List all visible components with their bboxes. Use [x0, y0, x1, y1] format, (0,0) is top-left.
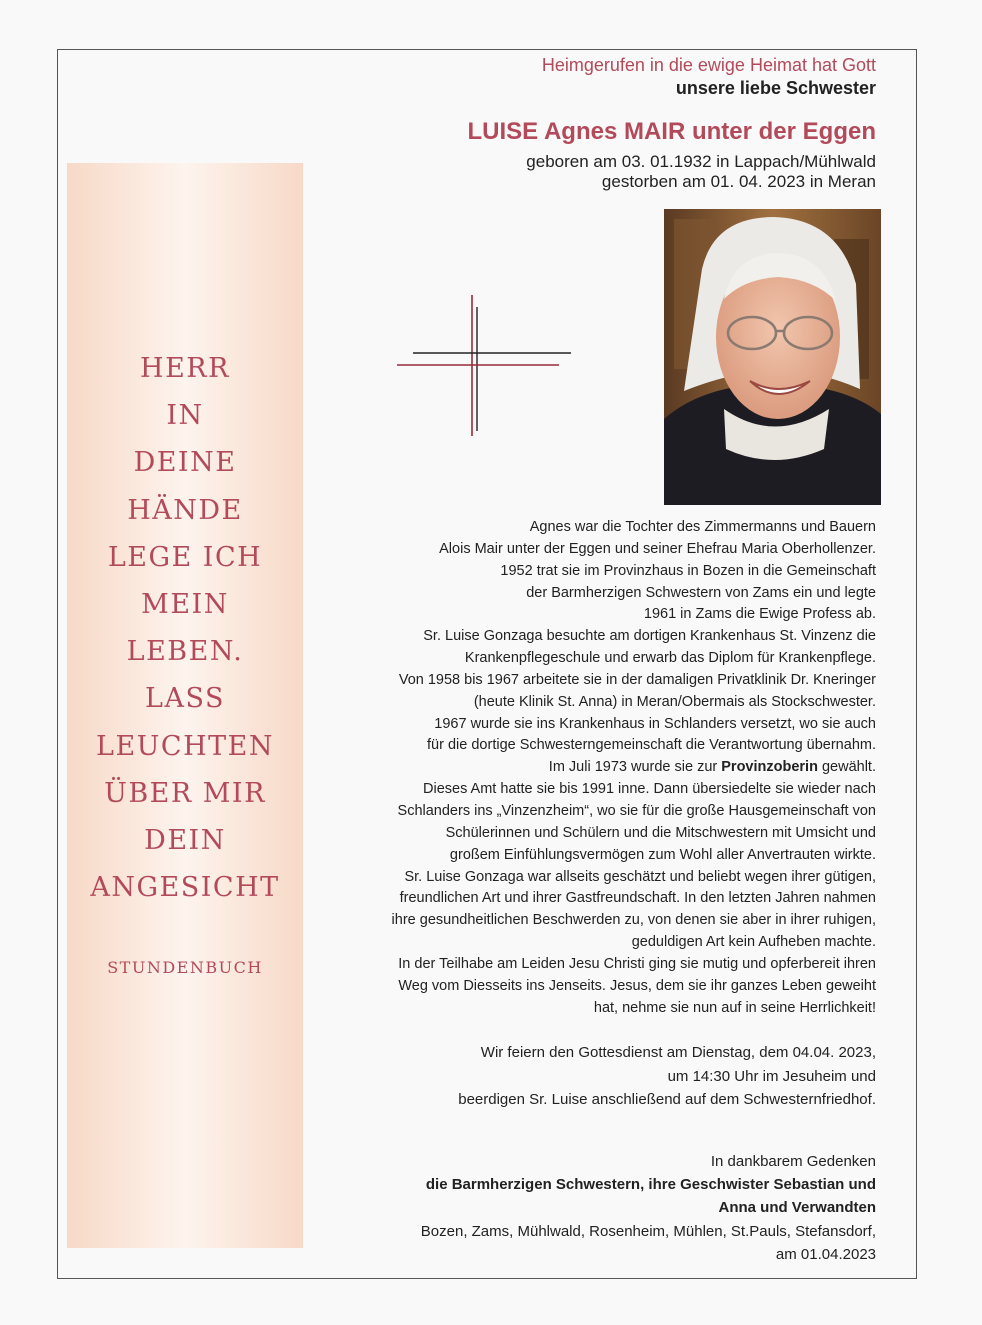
bio-line: Schlanders ins „Vinzenzheim“, wo sie für die große Hausgemeinschaft von	[397, 802, 876, 819]
bio-text: Im Juli 1973 wurde sie zur	[548, 759, 722, 776]
prayer-source: STUNDENBUCH	[107, 958, 263, 977]
death-date: gestorben am 01. 04. 2023 in Meran	[601, 172, 876, 191]
bio-line: 1967 wurde sie ins Krankenhaus in Schlanders versetzt, wo sie auch	[434, 715, 876, 732]
closing-signature	[316, 1150, 876, 1266]
service-line: um 14:30 Uhr im Jesuheim und	[667, 1067, 876, 1085]
bio-line: 1952 trat sie im Provinzhaus in Bozen in die Gemeinschaft	[500, 562, 876, 579]
intro-line-2: unsere liebe Schwester	[675, 78, 876, 98]
closing-mourners: Anna und Verwandten	[718, 1199, 876, 1217]
bio-line: Alois Mair unter der Eggen und seiner Ehefrau Maria Oberhollenzer.	[439, 540, 876, 557]
prayer-line: LEUCHTEN	[96, 730, 274, 762]
bio-line: der Barmherzigen Schwestern von Zams ein und legte	[526, 584, 876, 601]
bio-line: (heute Klinik St. Anna) in Meran/Obermais als Stockschwester.	[473, 693, 876, 710]
bio-text: gewählt.	[817, 759, 876, 776]
cross-icon	[395, 293, 575, 438]
funeral-service-info	[316, 1041, 876, 1112]
closing-mourners: die Barmherzigen Schwestern, ihre Geschwister Sebastian und	[425, 1176, 876, 1194]
prayer-line: ÜBER MIR	[104, 777, 266, 809]
bio-highlight: Provinzoberin	[721, 759, 818, 776]
prayer-line: IN	[166, 400, 204, 432]
bio-line: großem Einfühlungsvermögen zum Wohl aller Anvertrauten wirkte.	[449, 846, 876, 863]
prayer-line: ANGESICHT	[90, 872, 280, 904]
bio-line: Sr. Luise Gonzaga war allseits geschätzt und beliebt wegen ihrer gütigen,	[404, 868, 876, 885]
bio-line: 1961 in Zams die Ewige Profess ab.	[643, 606, 876, 623]
birth-date: geboren am 03. 01.1932 in Lappach/Mühlwald	[526, 152, 876, 171]
bio-line: Krankenpflegeschule und erwarb das Diplom für Krankenpflege.	[464, 650, 876, 667]
bio-line: Agnes war die Tochter des Zimmermanns und Bauern	[529, 519, 876, 535]
bio-line: freundlichen Art und ihrer Gastfreundschaft. In den letzten Jahren nahmen	[399, 890, 876, 907]
bio-line: geduldigen Art kein Aufheben machte.	[631, 934, 876, 951]
prayer-text	[67, 345, 303, 911]
service-line: beerdigen Sr. Luise anschließend auf dem Schwesternfriedhof.	[458, 1091, 876, 1108]
deceased-name: LUISE Agnes MAIR unter der Eggen	[467, 118, 876, 145]
closing-line: In dankbarem Gedenken	[710, 1153, 876, 1170]
bio-line: hat, nehme sie nun auf in seine Herrlichkeit!	[593, 999, 876, 1016]
prayer-line: DEINE	[133, 447, 237, 479]
bio-line: Sr. Luise Gonzaga besuchte am dortigen Krankenhaus St. Vinzenz die	[423, 628, 876, 645]
service-line: Wir feiern den Gottesdienst am Dienstag, dem 04.04. 2023,	[480, 1044, 876, 1061]
prayer-line: LASS	[145, 683, 225, 715]
prayer-line: LEBEN.	[126, 636, 244, 668]
bio-line: Von 1958 bis 1967 arbeitete sie in der damaligen Privatklinik Dr. Kneringer	[398, 671, 876, 688]
bio-line: für die dortige Schwesterngemeinschaft die Verantwortung übernahm.	[427, 737, 876, 754]
bio-line: Dieses Amt hatte sie bis 1991 inne. Dann übersiedelte sie wieder nach	[423, 781, 876, 798]
closing-places: Bozen, Zams, Mühlwald, Rosenheim, Mühlen, St.Pauls, Stefansdorf,	[420, 1222, 876, 1240]
prayer-line: LEGE ICH	[107, 541, 263, 573]
bio-line: ihre gesundheitlichen Beschwerden zu, von denen sie aber in ihrer ruhigen,	[391, 912, 876, 929]
portrait-photo	[664, 209, 881, 505]
bio-line: In der Teilhabe am Leiden Jesu Christi ging sie mutig und opferbereit ihren	[398, 955, 876, 972]
intro-line-1: Heimgerufen in die ewige Heimat hat Gott	[541, 55, 876, 75]
closing-date: am 01.04.2023	[775, 1245, 876, 1263]
prayer-line: HÄNDE	[127, 494, 243, 526]
biography	[316, 517, 876, 1019]
prayer-line: DEIN	[144, 824, 226, 856]
bio-line: Schülerinnen und Schülern und die Mitschwestern mit Umsicht und	[445, 824, 876, 841]
bio-line: Weg vom Diesseits ins Jenseits. Jesus, dem sie ihr ganzes Leben geweiht	[398, 977, 876, 994]
prayer-line: HERR	[140, 353, 230, 384]
prayer-line: MEIN	[141, 588, 229, 620]
bio-line	[316, 757, 876, 779]
